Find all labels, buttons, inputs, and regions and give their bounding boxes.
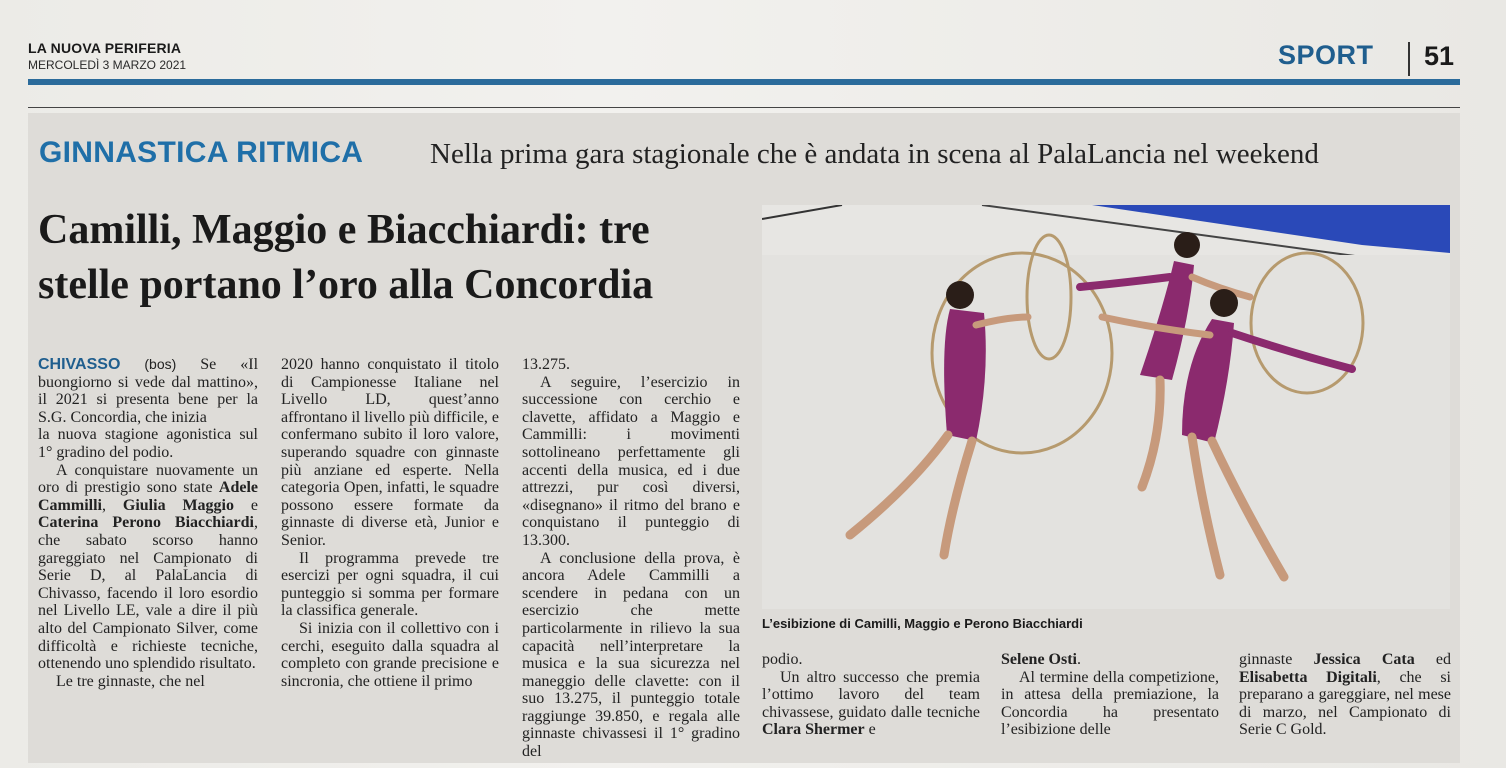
col4-paragraph-1: podio. (762, 651, 803, 668)
col2-paragraph-2: Il programma prevede tre esercizi per ogni squadra, il cui punteggio si somma per formare la classifica generale. (281, 549, 499, 620)
col3-paragraph-1: 13.275. (522, 356, 570, 373)
col1-paragraph-1: CHIVASSO (bos) Se «Il buongiorno si vede dal mattino», il 2021 si presenta bene per la S.G. Concordia, che inizia (38, 356, 259, 426)
text-column-2 (281, 356, 499, 690)
athlete-name: Jessica Cata (1313, 651, 1415, 668)
col2-paragraph-3: Si inizia con il collettivo con i cerchi, eseguito dalla squadra al completo con grande precisione e sincronia, che ottiene il primo (281, 619, 499, 690)
headline-line-1: Camilli, Maggio e Biacchiardi: tre (38, 207, 650, 253)
col5-paragraph-1: Selene Osti. (1001, 651, 1081, 668)
col3-paragraph-3: A conclusione della prova, è ancora Adele Cammilli a scendere in pedana con un esercizio che mette particolarmente in rilievo la sua capacità nell’interpretare la musica e la sua sicurezza nel maneggio delle clavette: con il suo 13.275, il punteggio totale raggiunge 39.850, e regala alle ginnaste chivassesi il 1° gradino del (522, 549, 740, 761)
col5-paragraph-2: Al termine della competizione, in attesa della premiazione, la Concordia ha presentato l’esibizione delle (1001, 668, 1219, 739)
col1-paragraph-1b: la nuova stagione agonistica sul 1° gradino del podio. (38, 426, 258, 461)
section-divider (1408, 42, 1410, 76)
article-headline (38, 203, 758, 313)
athlete-name: Caterina Perono Biacchiardi (38, 514, 254, 532)
page-number: 51 (1424, 41, 1455, 71)
text-column-1 (38, 356, 258, 690)
col1-paragraph-2: A conquistare nuovamente un oro di prestigio sono state Adele Cammilli, Giulia Maggio e Caterina Perono Biacchiardi, che sabato scorso hanno gareggiato nel Campionato di Serie D, al PalaLancia di Chivasso, facendo il loro esordio nel Livello LE, vale a dire il più alto del Campionato Silver, come difficoltà e richieste tecniche, ottenendo uno splendido risultato. (38, 461, 259, 673)
text-column-5 (1001, 651, 1219, 739)
col4-paragraph-2: Un altro successo che premia l’ottimo lavoro del team chivassese, guidato dalle tecniche Clara Shermer e (762, 668, 980, 739)
photo-illustration (762, 205, 1450, 609)
headline-line-2: stelle portano l’oro alla Concordia (38, 262, 654, 308)
issue-date: MERCOLEDÌ 3 MARZO 2021 (28, 58, 187, 72)
header-thin-rule (28, 107, 1460, 108)
athlete-name: Adele Cammilli (38, 479, 259, 514)
text-column-6 (1239, 651, 1451, 739)
col3-paragraph-2: A seguire, l’esercizio in successione con cerchio e clavette, affidato a Maggio e Cammilli: i movimenti sottolineano perfettamente gli accenti della musica, ed i due attrezzi, pur così diversi, «disegnano» il ritmo del brano e conquistano il punteggio di 13.300. (522, 373, 740, 549)
article-category: GINNASTICA RITMICA (39, 136, 364, 169)
gymnasts-photo (762, 205, 1450, 609)
col2-paragraph-1: 2020 hanno conquistato il titolo di Campionesse Italiane nel Livello LD, quest’anno affrontano il livello più difficile, e confermano subito il loro valore, superando squadre con ginnaste più anziane ed esperte. Nella categoria Open, infatti, le squadre possono essere formate da ginnaste di diverse età, Junior e Senior. (281, 356, 500, 549)
header-rule (28, 79, 1460, 85)
col1-paragraph-3: Le tre ginnaste, che nel (56, 672, 205, 690)
text-column-4 (762, 651, 980, 739)
col6-paragraph-1: ginnaste Jessica Cata ed Elisabetta Digitali, che si preparano a gareggiare, nel mese di marzo, nel Campionato di Serie C Gold. (1239, 651, 1452, 739)
section-label: SPORT (1278, 40, 1374, 70)
coach-name: Selene Osti (1001, 651, 1077, 668)
newspaper-name: LA NUOVA PERIFERIA (28, 40, 182, 56)
author-code: (bos) (144, 356, 177, 372)
athlete-name: Giulia Maggio (122, 496, 235, 514)
text-column-3 (522, 356, 740, 761)
photo-caption: L’esibizione di Camilli, Maggio e Perono Biacchiardi (762, 616, 1083, 631)
dateline: CHIVASSO (38, 356, 121, 373)
athlete-name: Elisabetta Digitali (1239, 668, 1377, 686)
article-kicker: Nella prima gara stagionale che è andata in scena al PalaLancia nel weekend (430, 138, 1319, 170)
coach-name: Clara Shermer (762, 721, 865, 739)
